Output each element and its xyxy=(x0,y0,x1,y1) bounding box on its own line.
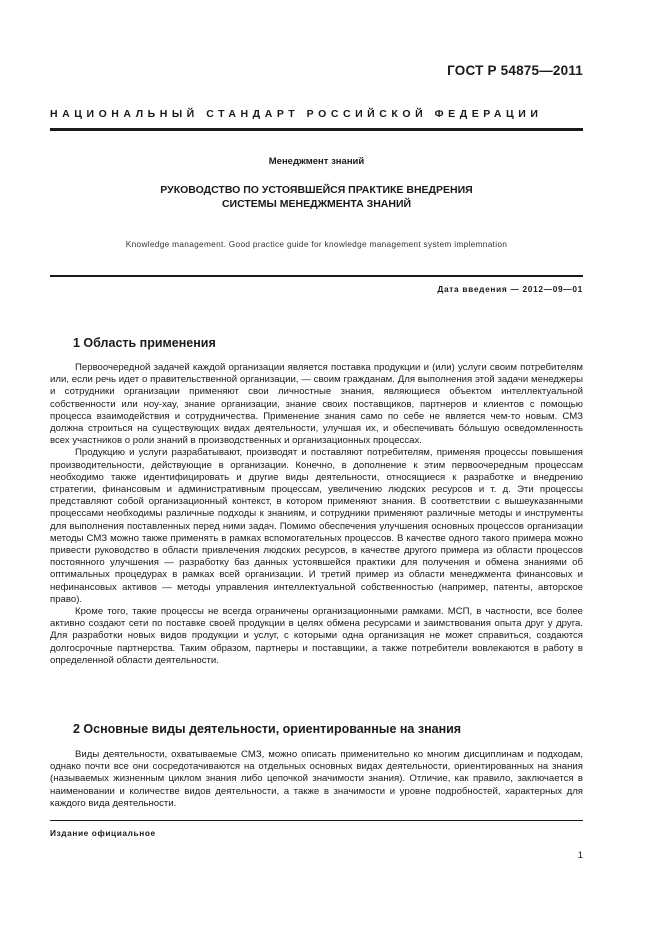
document-title-line-1: РУКОВОДСТВО ПО УСТОЯВШЕЙСЯ ПРАКТИКЕ ВНЕДРЕНИЯ xyxy=(160,184,473,196)
national-standard-banner: НАЦИОНАЛЬНЫЙ СТАНДАРТ РОССИЙСКОЙ ФЕДЕРАЦИИ xyxy=(50,108,543,120)
section-2-heading: 2 Основные виды деятельности, ориентированные на знания xyxy=(73,722,462,736)
title-rule xyxy=(50,275,583,277)
document-title-line-2: СИСТЕМЫ МЕНЕДЖМЕНТА ЗНАНИЙ xyxy=(221,198,412,210)
section-2-body xyxy=(50,749,583,810)
official-edition-label: Издание официальное xyxy=(50,828,156,838)
document-subject: Менеджмент знаний xyxy=(268,156,365,167)
section-1-heading: 1 Область применения xyxy=(73,336,216,350)
gost-number: ГОСТ Р 54875—2011 xyxy=(447,63,583,78)
paragraph: Кроме того, такие процессы не всегда ограничены организационными рамками. МСП, в частности, все более активно создают сети по поставке своей продукции в целях обмена ресурсами и заимствования опыта друг у друга. Для разработки новых видов продукции и услуг, с которыми одна организация не может справиться, создаются долгосрочные партнерства. Таким образом, партнеры и поставщики, а также потребители вовлекаются в работу в определенной области деятельности. xyxy=(50,606,583,666)
paragraph: Виды деятельности, охватываемые СМЗ, можно описать применительно ко многим дисциплинам и подходам, однако почти все они сосредотачиваются на отдельных основных видах деятельности, ориентированных на знания (называемых жизненным циклом знания либо цепочкой значимости знания). Отличие, как правило, заключается в наименовании и количестве видов деятельности, а также в значимости и уровне подробностей, характерных для каждого вида деятельности. xyxy=(50,749,583,809)
section-1-body xyxy=(50,362,583,667)
document-title xyxy=(50,183,583,211)
paragraph: Первоочередной задачей каждой организации является поставка продукции и (или) услуги своим потребителям или, если речь идет о правительственной организации, — своим гражданам. Для выполнения этой задачи менеджеры и сотрудники организации применяют свои личностные знания, являющиеся объектом интеллектуальной собственности или ноу-хау, знание организации, знание своих поставщиков, партнеров и клиентов с помощью процесса взаимодействия и сотрудничества. Применение знания само по себе не является чем-то новым. СМЗ должна строиться на существующих видах деятельности, улучшая их, и обеспечивать бо́льшую осведомленность всех участников о роли знаний в производственных и организационных процессах. xyxy=(50,362,583,447)
header-rule xyxy=(50,128,583,131)
document-title-english: Knowledge management. Good practice guide for knowledge management system implemnation xyxy=(125,239,508,249)
page-number: 1 xyxy=(577,850,583,861)
introduction-date: Дата введения — 2012—09—01 xyxy=(437,284,583,294)
paragraph: Продукцию и услуги разрабатывают, производят и поставляют потребителям, применяя процессы повышения производительности, действующие в организации. Конечно, в дополнение к этим первоочередным процессам необходимо также идентифицировать и другие виды деятельности, относящиеся к разработке и внедрению стратегии, финансовым и административным процессам, увеличению людских ресурсов и т. д. Эти процессы представляют собой организационный контекст, в котором применяют знания. В соответствии с вышеуказанными процессами необходимы различные подходы к знаниям, и сотрудники применяют различные методы и инструменты для выполнения поставленных перед ними задач. Помимо обеспечения улучшения основных процессов организации методы СМЗ можно также применять в рамках вспомогательных процессов. В качестве одного такого примера можно привести руководство в области привлечения людских ресурсов, в качестве другого примера из области процессов постоянного улучшения — разработку баз данных устоявшейся практики для получения и обмена знаниями об оптимальных процедурах в рамках всей организации. И третий пример из области менеджмента финансовых и нефинансовых активов — методы управления интеллектуальной собственностью (например, патенты, авторское право). xyxy=(50,447,583,605)
footer-rule xyxy=(50,820,583,821)
